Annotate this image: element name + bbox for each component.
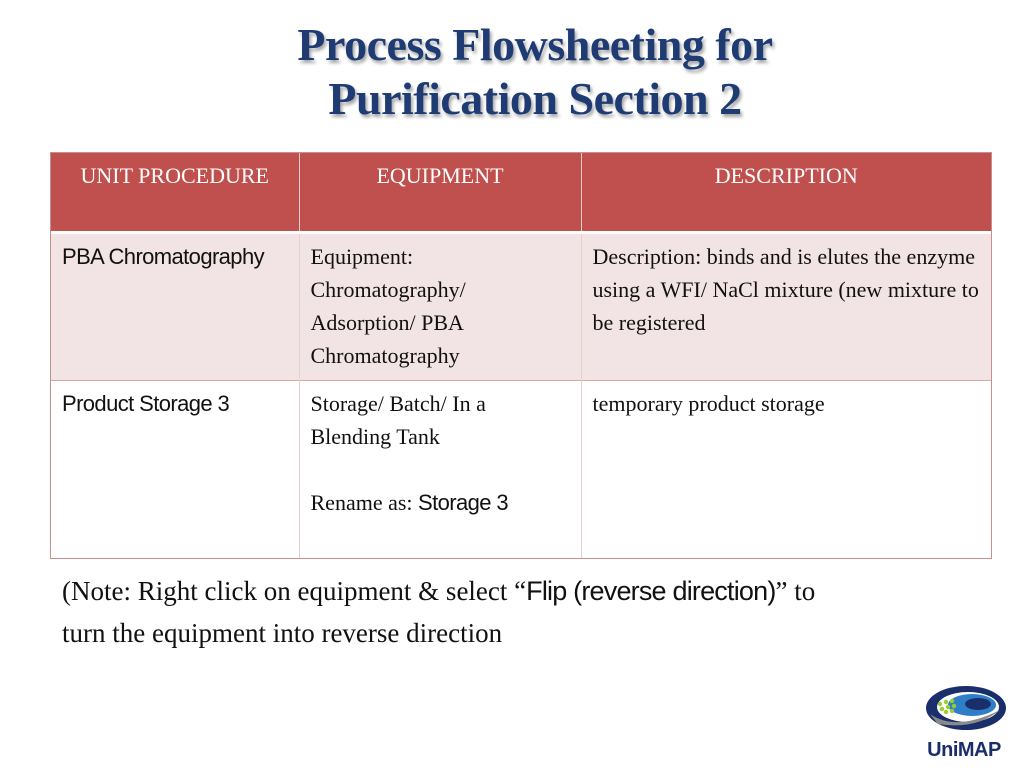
rename-prefix: Rename as: xyxy=(310,490,419,515)
cell-description: temporary product storage xyxy=(581,381,991,559)
slide-title xyxy=(150,18,920,126)
cell-description: Description: binds and is elutes the enzyme using a WFI/ NaCl mixture (new mixture to be registered xyxy=(581,233,991,381)
note-highlight: Flip (reverse direction) xyxy=(526,576,776,606)
cell-equipment: Equipment: Chromatography/ Adsorption/ PBA Chromatography xyxy=(299,233,581,381)
cell-unit-procedure: Product Storage 3 xyxy=(51,381,299,559)
table-row xyxy=(51,233,991,381)
note-prefix: (Note: Right click on equipment & select “ xyxy=(62,576,527,606)
note-suffix: ” to turn the equipment into reverse direction xyxy=(62,576,816,648)
cell-equipment xyxy=(299,381,581,559)
header-unit-procedure: UNIT PROCEDURE xyxy=(51,153,299,233)
unimap-logo xyxy=(916,680,1012,762)
cell-unit-procedure: PBA Chromatography xyxy=(51,233,299,381)
header-equipment: EQUIPMENT xyxy=(299,153,581,233)
rename-value: Storage 3 xyxy=(418,490,509,515)
table-header-row xyxy=(51,153,991,233)
unimap-emblem-icon xyxy=(926,686,1006,730)
slide-title-line-2: Purification Section 2 xyxy=(328,73,742,124)
unit-procedure-table xyxy=(51,153,991,558)
header-description: DESCRIPTION xyxy=(581,153,991,233)
equipment-path: Storage/ Batch/ In a Blending Tank xyxy=(310,391,486,449)
logo-text: UniMAP xyxy=(927,739,1001,761)
slide-title-line-1: Process Flowsheeting for xyxy=(297,19,773,70)
instruction-note xyxy=(62,570,822,654)
table-row xyxy=(51,381,991,559)
